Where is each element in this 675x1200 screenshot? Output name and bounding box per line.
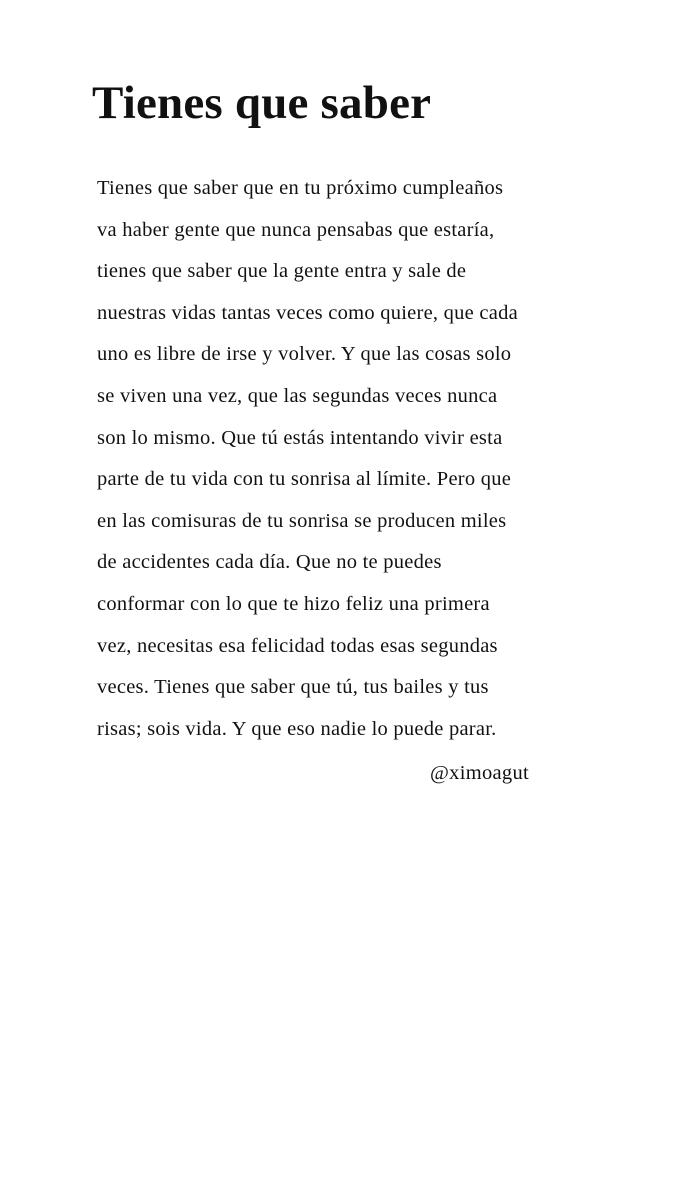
poem-line: vez, necesitas esa felicidad todas esas segundas xyxy=(97,634,498,657)
poem-title: Tienes que saber xyxy=(92,77,432,129)
poem-line: son lo mismo. Que tú estás intentando vivir esta xyxy=(97,426,503,449)
poem-line: parte de tu vida con tu sonrisa al límite. Pero que xyxy=(97,468,512,491)
author-signature: @ximoagut xyxy=(430,762,530,784)
poem-line: nuestras vidas tantas veces como quiere, que cada xyxy=(97,301,518,324)
poem-line: en las comisuras de tu sonrisa se producen miles xyxy=(97,509,507,532)
poem-line: Tienes que saber que en tu próximo cumpleaños xyxy=(97,177,504,199)
poem-line: de accidentes cada día. Que no te puedes xyxy=(97,551,442,574)
poem-body xyxy=(97,168,577,750)
poem-line: conformar con lo que te hizo feliz una primera xyxy=(97,592,490,615)
poem-line: uno es libre de irse y volver. Y que las cosas solo xyxy=(97,343,512,366)
poem-line: va haber gente que nunca pensabas que estaría, xyxy=(97,218,495,241)
poem-line: tienes que saber que la gente entra y sale de xyxy=(97,260,467,283)
poem-line: veces. Tienes que saber que tú, tus bailes y tus xyxy=(97,676,489,699)
poem-line: se viven una vez, que las segundas veces nunca xyxy=(97,384,498,407)
poem-line: risas; sois vida. Y que eso nadie lo puede parar. xyxy=(97,717,497,740)
